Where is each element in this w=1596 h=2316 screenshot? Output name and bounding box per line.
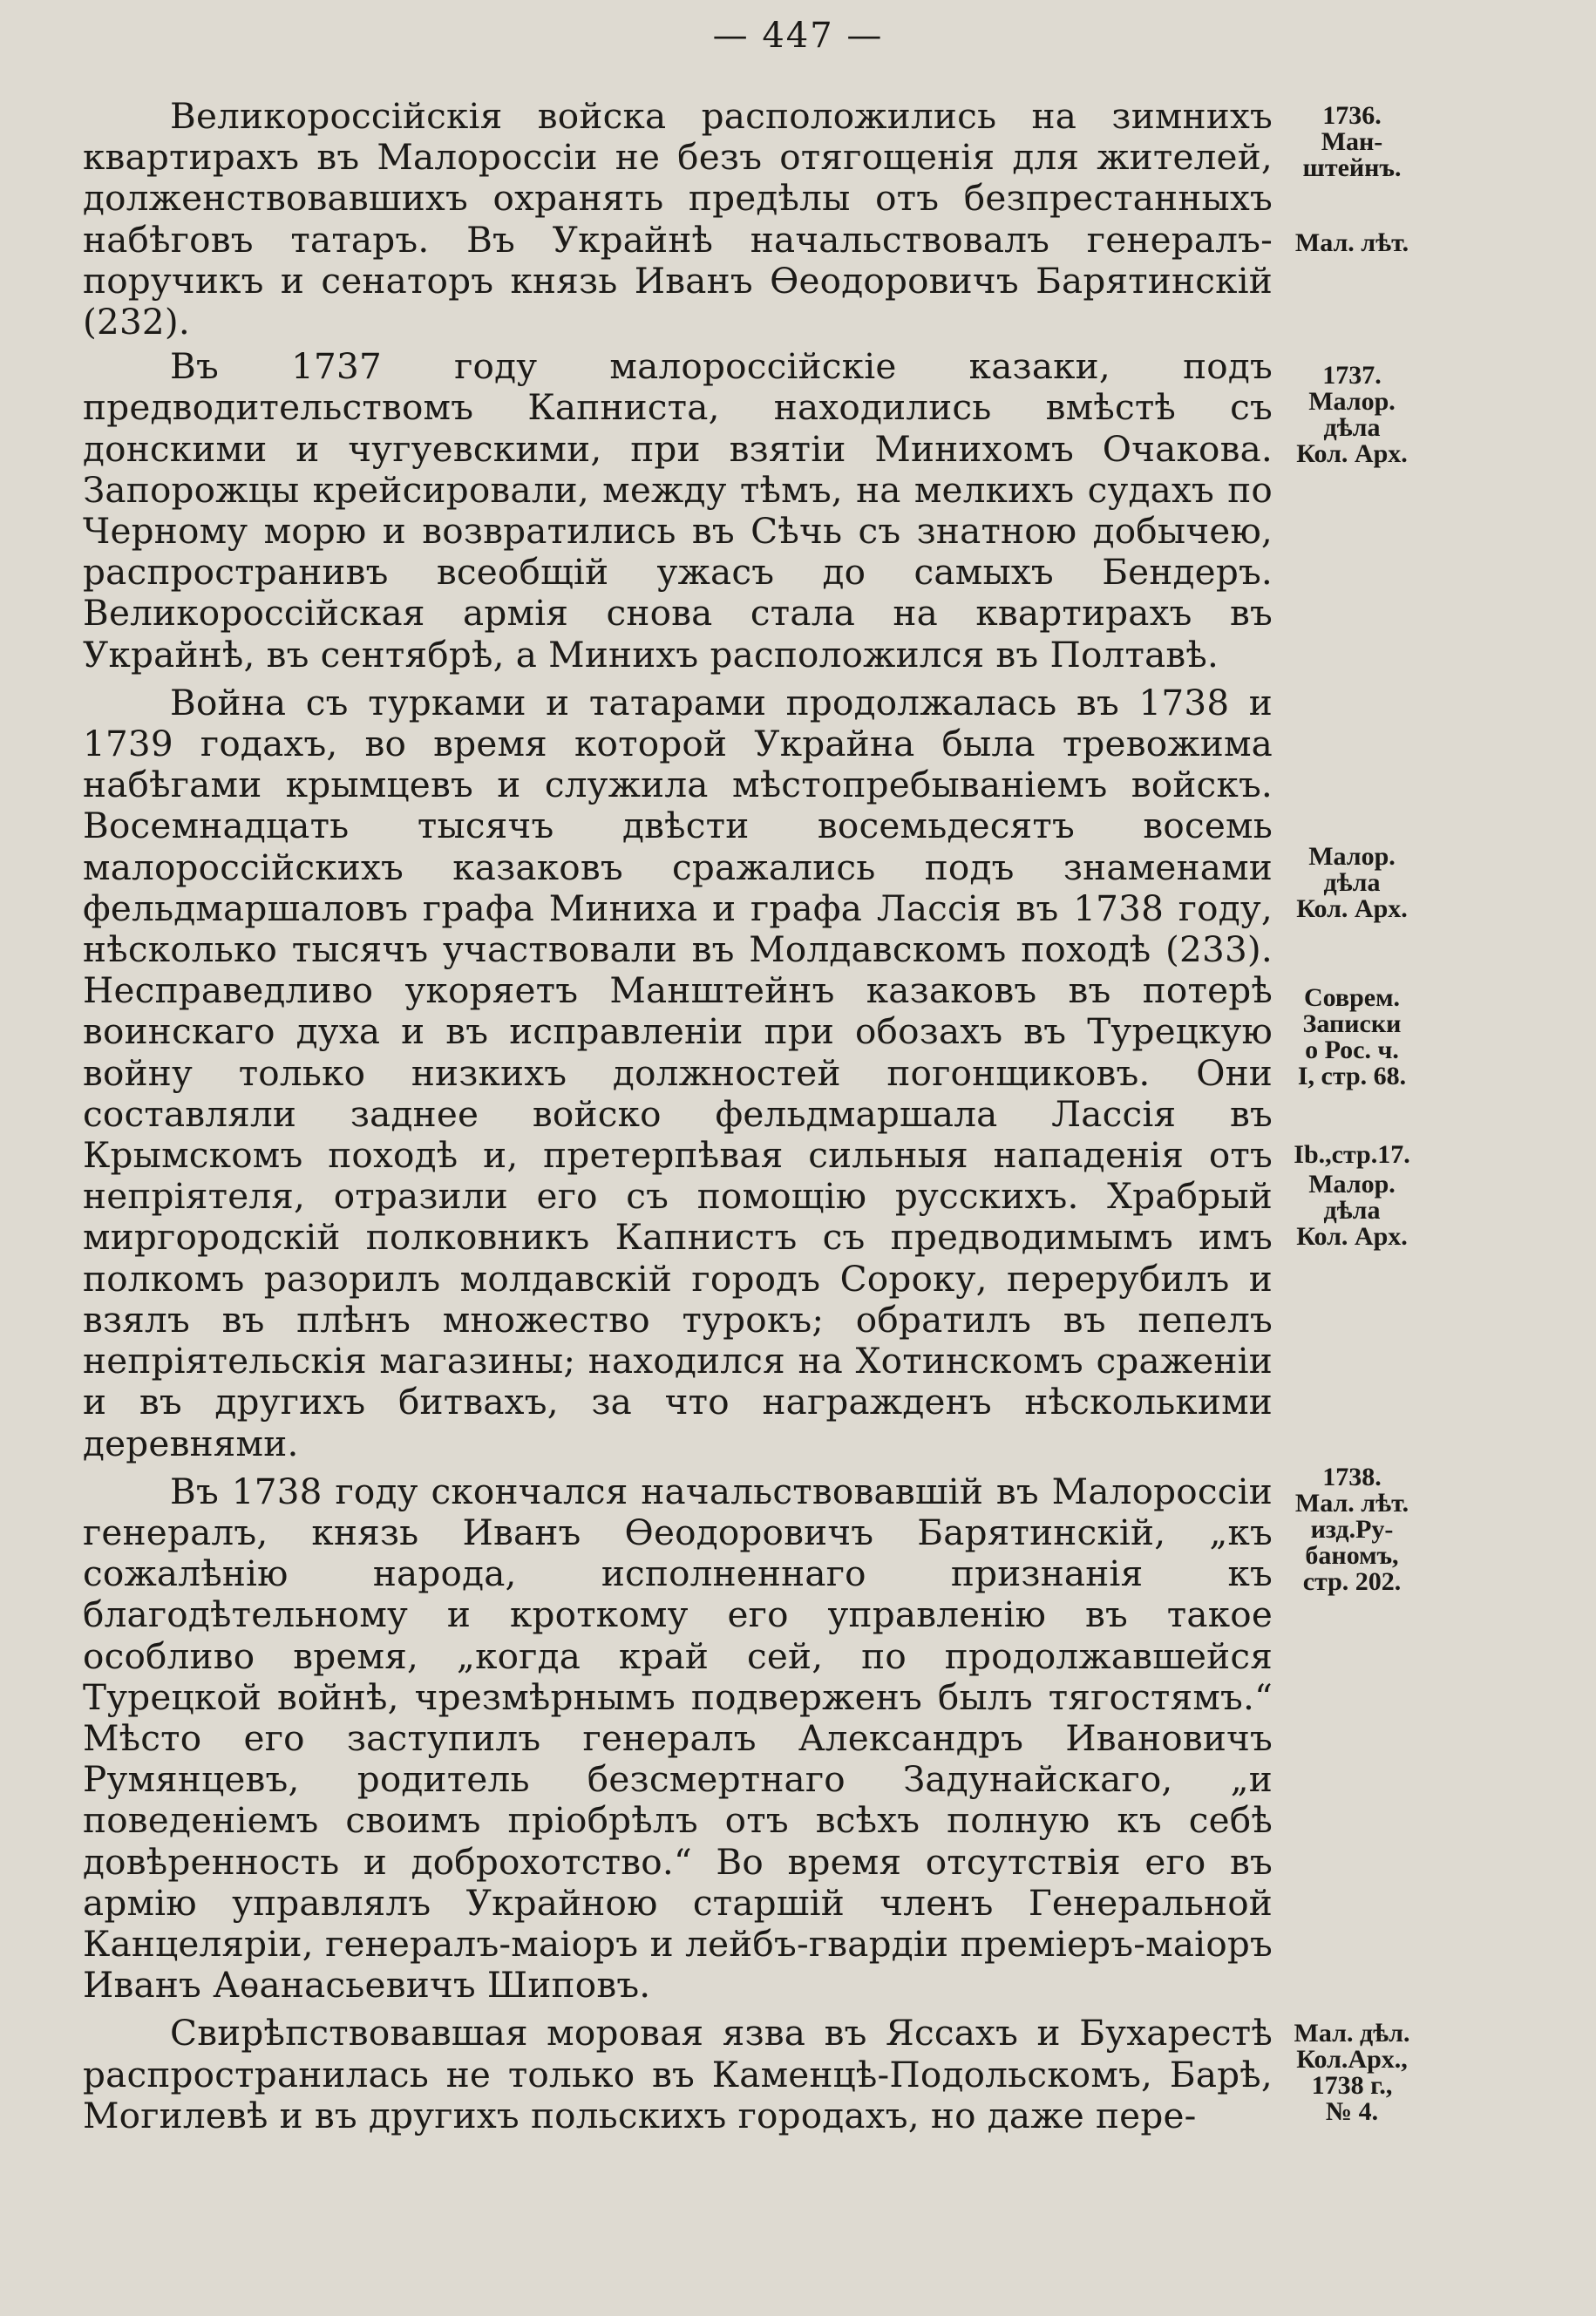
margin-note-line: изд.Ру-: [1310, 1515, 1394, 1544]
margin-note-line: дѣла: [1323, 868, 1381, 897]
margin-note-line: Соврем.: [1303, 983, 1401, 1012]
margin-note-line: Кол. Арх.: [1296, 894, 1408, 923]
main-text-column: [83, 96, 1273, 2143]
margin-note-line: Записки: [1302, 1009, 1402, 1038]
margin-note-line: дѣла: [1323, 1196, 1381, 1225]
margin-note-1738: [1274, 1464, 1430, 1595]
paragraph-2: Въ 1737 году малороссійскіе казаки, подъ предводительствомъ Капниста, находились вмѣстѣ съ донскими и чугуевскими, при взятіи Минихомъ Очакова. Запорожцы крейсировали, между тѣмъ, на мелкихъ судахъ по Черному морю и возвратились въ Сѣчь съ знатною добычею, распространивъ всеобщій ужасъ до самыхъ Бендеръ. Великороссійская армія снова стала на квартирахъ въ Украйнѣ, въ сентябрѣ, а Минихъ расположился въ Полтавѣ.: [83, 345, 1273, 676]
margin-note-line: Малор.: [1308, 1170, 1396, 1199]
margin-note-sovrem-zapiski: [1274, 985, 1430, 1090]
page-number: — 447 —: [712, 16, 884, 56]
margin-note-mal-let: [1274, 230, 1430, 256]
margin-note-line: Малор.: [1308, 842, 1396, 871]
margin-note-line: Мал. лѣт.: [1294, 1489, 1409, 1518]
paragraph-4: Въ 1738 году скончался начальствовавшій въ Малороссіи генералъ, князь Иванъ Ѳеодоровичъ Барятинскій, „къ сожалѣнію народа, исполненнаго признанія къ благодѣтельному и кроткому его управленію въ такое особливо время, „когда край сей, по продолжавшейся Турецкой войнѣ, чрезмѣрнымъ подверженъ былъ тягостямъ.“ Мѣсто его заступилъ генералъ Александръ Ивановичъ Румянцевъ, родитель безсмертнаго Задунайскаго, „и поведеніемъ своимъ пріобрѣлъ отъ всѣхъ полную къ себѣ довѣренность и доброхотство.“ Во время отсутствія его въ армію управлялъ Украйною старшій членъ Генеральной Канцеляріи, генералъ-маіоръ и лейбъ-гвардіи преміеръ-маіоръ Иванъ Аѳанасьевичъ Шиповъ.: [83, 1470, 1273, 2007]
margin-note-line: I, стр. 68.: [1297, 1062, 1407, 1090]
margin-note-mal-del: [1274, 2021, 1430, 2125]
paragraph-5: Свирѣпствовавшая моровая язва въ Яссахъ и Бухарестѣ распространилась не только въ Каменцѣ-Подольскомъ, Барѣ, Могилевѣ и въ другихъ польскихъ городахъ, но даже пере-: [83, 2012, 1273, 2136]
paragraph-1: Великороссійскія войска расположились на зимнихъ квартирахъ въ Малороссіи не безъ отягощенія для жителей, долженствовавшихъ охранять предѣлы отъ безпрестанныхъ набѣговъ татаръ. Въ Украйнѣ начальствовалъ генералъ-поручикъ и сенаторъ князь Иванъ Ѳеодоровичъ Барятинскій (232).: [83, 95, 1273, 343]
margin-note-line: Кол. Арх.: [1296, 1222, 1408, 1251]
margin-note-malor-1: [1274, 844, 1430, 922]
margin-note-line: Ман-: [1321, 127, 1383, 156]
margin-note-line: штейнъ.: [1302, 153, 1402, 182]
margin-note-line: о Рос. ч.: [1305, 1036, 1399, 1064]
margin-note-line: № 4.: [1325, 2097, 1379, 2126]
margin-note-line: Кол. Арх.: [1296, 439, 1408, 468]
margin-note-1737: [1274, 363, 1430, 467]
margin-note-line: 1736.: [1322, 101, 1382, 130]
margin-note-line: баномъ,: [1305, 1541, 1399, 1570]
margin-note-line: Кол.Арх.,: [1296, 2045, 1408, 2074]
margin-note-line: 1737.: [1322, 361, 1382, 390]
margin-note-line: Мал. лѣт.: [1294, 228, 1409, 257]
margin-note-line: Ib.,стр.17.: [1294, 1140, 1410, 1169]
margin-note-line: стр. 202.: [1302, 1567, 1402, 1596]
margin-note-line: Мал. дѣл.: [1294, 2019, 1410, 2048]
margin-note-line: 1738.: [1322, 1463, 1382, 1491]
margin-note-line: 1738 г.,: [1311, 2071, 1393, 2100]
paragraph-3: Война съ турками и татарами продолжалась въ 1738 и 1739 годахъ, во время которой Украйна была тревожима набѣгами крымцевъ и служила мѣстопребываніемъ войскъ. Восемнадцать тысячъ двѣсти восемьдесятъ восемь малороссійскихъ казаковъ сражались подъ знаменами фельдмаршаловъ графа Миниха и графа Лассія въ 1738 году, нѣсколько тысячъ участвовали въ Молдавскомъ походѣ (233). Несправедливо укоряетъ Манштейнъ казаковъ въ потерѣ воинскаго духа и въ исправленіи при обозахъ въ Турецкую войну только низкихъ должностей погонщиковъ. Они составляли заднее войско фельдмаршала Лассія въ Крымскомъ походѣ и, претерпѣвая сильныя нападенія отъ непріятеля, отразили его съ помощію русскихъ. Храбрый миргородскій полковникъ Капнистъ съ предводимымъ имъ полкомъ разорилъ молдавскій городъ Сороку, перерубилъ и взялъ въ плѣнъ множество турокъ; обратилъ въ пепелъ непріятельскія магазины; находился на Хотинскомъ сраженіи и въ другихъ битвахъ, за что награжденъ нѣсколькими деревнями.: [83, 681, 1273, 1464]
margin-note-malor-2: [1274, 1172, 1430, 1250]
margin-note-1736-manstein: [1274, 103, 1430, 181]
margin-note-ibid: [1274, 1142, 1430, 1168]
margin-note-line: Малор.: [1308, 387, 1396, 416]
margin-note-line: дѣла: [1323, 413, 1381, 442]
